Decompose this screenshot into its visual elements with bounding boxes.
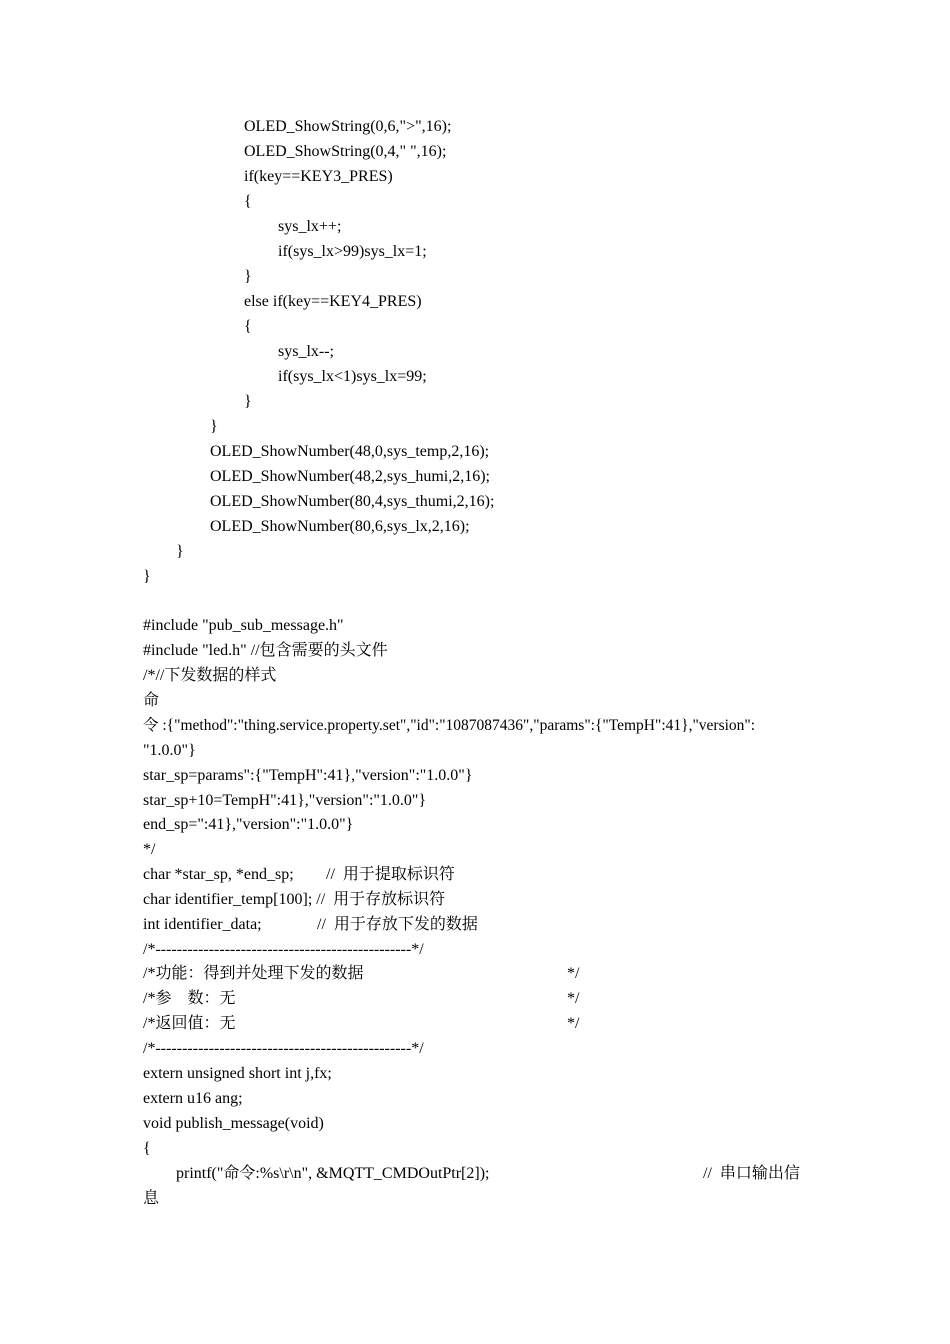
code-line: else if(key==KEY4_PRES) <box>244 293 422 310</box>
code-line: /*功能：得到并处理下发的数据 <box>143 965 364 982</box>
code-line: { <box>244 318 252 335</box>
code-line: end_sp=":41},"version":"1.0.0"} <box>143 816 354 833</box>
code-line: } <box>244 268 252 285</box>
code-line: } <box>143 568 151 585</box>
code-line: char identifier_temp[100]; // 用于存放标识符 <box>143 891 446 908</box>
code-line: 命 <box>143 692 160 709</box>
code-line: sys_lx++; <box>278 218 342 235</box>
code-comment: // 串口输出信 <box>703 1165 800 1182</box>
code-line: if(sys_lx>99)sys_lx=1; <box>278 243 427 260</box>
code-line: /*------------------------------------------------*/ <box>143 941 424 958</box>
code-line: /*返回值：无 <box>143 1015 236 1032</box>
code-line: /*//下发数据的样式 <box>143 667 277 684</box>
code-line: if(sys_lx<1)sys_lx=99; <box>278 368 427 385</box>
code-line: } <box>176 543 184 560</box>
code-line: OLED_ShowNumber(48,0,sys_temp,2,16); <box>210 443 490 460</box>
code-comment-end: */ <box>567 990 580 1007</box>
code-line: "1.0.0"} <box>143 742 196 759</box>
code-comment-end: */ <box>567 1015 580 1032</box>
code-line: extern unsigned short int j,fx; <box>143 1065 332 1082</box>
code-line: star_sp+10=TempH":41},"version":"1.0.0"} <box>143 792 427 809</box>
code-line: } <box>210 418 218 435</box>
code-line: OLED_ShowNumber(80,4,sys_thumi,2,16); <box>210 493 495 510</box>
code-line: 令 :{"method":"thing.service.property.set","id":"1087087436","params":{"TempH":41},"version": <box>143 717 756 734</box>
code-line: printf("命令:%s\r\n", &MQTT_CMDOutPtr[2]); <box>176 1165 490 1182</box>
code-comment-end: */ <box>567 965 580 982</box>
code-comment: // 用于存放下发的数据 <box>317 916 478 933</box>
code-line: #include "pub_sub_message.h" <box>143 617 344 634</box>
code-line: void publish_message(void) <box>143 1115 324 1132</box>
code-line: char *star_sp, *end_sp; <box>143 866 294 883</box>
code-line: int identifier_data; <box>143 916 262 933</box>
code-line: OLED_ShowNumber(48,2,sys_humi,2,16); <box>210 468 490 485</box>
code-line: } <box>244 393 252 410</box>
code-line: extern u16 ang; <box>143 1090 243 1107</box>
code-line: star_sp=params":{"TempH":41},"version":"1.0.0"} <box>143 767 473 784</box>
code-line: { <box>143 1140 151 1157</box>
code-line: OLED_ShowString(0,4," ",16); <box>244 143 447 160</box>
code-line: OLED_ShowString(0,6,">",16); <box>244 118 452 135</box>
code-line: */ <box>143 841 156 858</box>
code-line: 息 <box>143 1190 160 1207</box>
code-line: /*------------------------------------------------*/ <box>143 1040 424 1057</box>
code-line: OLED_ShowNumber(80,6,sys_lx,2,16); <box>210 518 470 535</box>
code-line: sys_lx--; <box>278 343 334 360</box>
code-line: #include "led.h" //包含需要的头文件 <box>143 642 388 659</box>
code-line: /*参 数：无 <box>143 990 236 1007</box>
code-line: if(key==KEY3_PRES) <box>244 168 393 185</box>
code-line: { <box>244 193 252 210</box>
code-comment: // 用于提取标识符 <box>326 866 455 883</box>
